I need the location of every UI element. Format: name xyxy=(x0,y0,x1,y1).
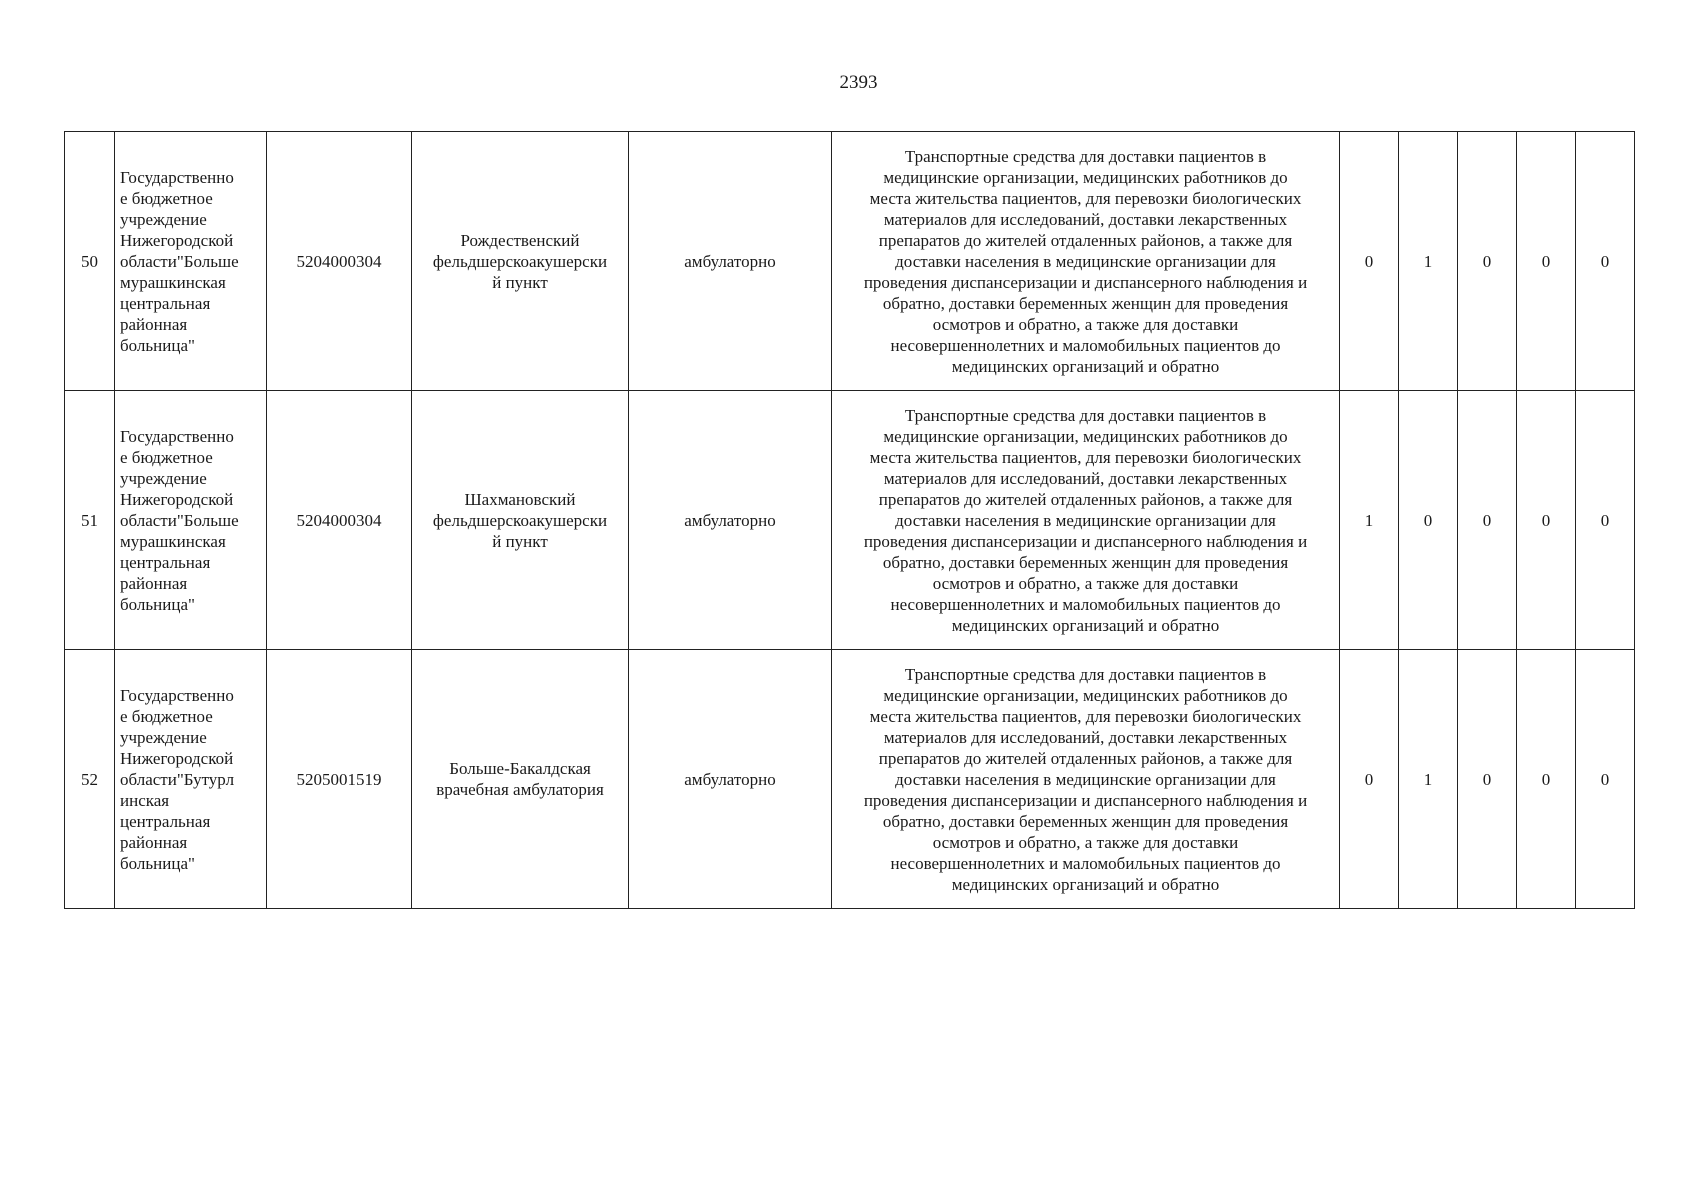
table-row xyxy=(65,132,1635,391)
organization-name: Государственно е бюджетное учреждение Нижегородской области"Больше мурашкинская центральная районная больница" xyxy=(120,167,239,355)
count-value: 0 xyxy=(1482,769,1492,789)
care-condition: амбулаторно xyxy=(684,251,776,271)
count-cell-2 xyxy=(1399,391,1458,650)
count-value: 0 xyxy=(1600,251,1610,271)
count-value: 0 xyxy=(1600,510,1610,530)
count-value: 0 xyxy=(1482,510,1492,530)
row-number: 51 xyxy=(81,510,98,530)
page-number: 2393 xyxy=(839,72,878,93)
count-value: 0 xyxy=(1364,769,1374,789)
inn-cell xyxy=(267,132,412,391)
count-cell-2 xyxy=(1399,132,1458,391)
count-value: 0 xyxy=(1541,510,1551,530)
unit-name: Шахмановский фельдшерскоакушерски й пункт xyxy=(432,489,608,551)
inn-cell xyxy=(267,391,412,650)
vehicle-description: Транспортные средства для доставки пациентов в медицинские организации, медицинских работников до места жительства пациентов, для перевозки биологических материалов для исследований, доставки лекарственных препаратов до жителей отдаленных районов, а также для доставки населения в медицинские организации для проведения диспансеризации и диспансерного наблюдения и обратно, доставки беременных женщин для проведения осмотров и обратно, а также для доставки несовершеннолетних и маломобильных пациентов до медицинских организаций и обратно xyxy=(863,146,1308,376)
organization-name: Государственно е бюджетное учреждение Нижегородской области"Больше мурашкинская центральная районная больница" xyxy=(120,426,239,614)
inn-value: 5204000304 xyxy=(296,510,382,530)
count-cell-4 xyxy=(1517,391,1576,650)
organization-cell xyxy=(115,132,267,391)
unit-cell xyxy=(412,650,629,909)
inn-value: 5205001519 xyxy=(296,769,382,789)
organization-cell xyxy=(115,650,267,909)
table-row xyxy=(65,391,1635,650)
unit-name: Больше-Бакалдская врачебная амбулатория xyxy=(436,759,604,799)
count-value: 0 xyxy=(1600,769,1610,789)
row-number: 50 xyxy=(81,251,98,271)
count-cell-5 xyxy=(1576,132,1635,391)
care-condition: амбулаторно xyxy=(684,769,776,789)
condition-cell xyxy=(629,650,832,909)
count-value: 0 xyxy=(1482,251,1492,271)
document-table xyxy=(64,131,1635,909)
organization-name: Государственно е бюджетное учреждение Нижегородской области"Бутурл инская центральная районная больница" xyxy=(120,685,235,873)
unit-name: Рождественский фельдшерскоакушерски й пункт xyxy=(432,230,608,292)
count-value: 0 xyxy=(1541,251,1551,271)
count-value: 0 xyxy=(1364,251,1374,271)
count-cell-4 xyxy=(1517,132,1576,391)
vehicle-description: Транспортные средства для доставки пациентов в медицинские организации, медицинских работников до места жительства пациентов, для перевозки биологических материалов для исследований, доставки лекарственных препаратов до жителей отдаленных районов, а также для доставки населения в медицинские организации для проведения диспансеризации и диспансерного наблюдения и обратно, доставки беременных женщин для проведения осмотров и обратно, а также для доставки несовершеннолетних и маломобильных пациентов до медицинских организаций и обратно xyxy=(863,664,1308,894)
vehicle-description: Транспортные средства для доставки пациентов в медицинские организации, медицинских работников до места жительства пациентов, для перевозки биологических материалов для исследований, доставки лекарственных препаратов до жителей отдаленных районов, а также для доставки населения в медицинские организации для проведения диспансеризации и диспансерного наблюдения и обратно, доставки беременных женщин для проведения осмотров и обратно, а также для доставки несовершеннолетних и маломобильных пациентов до медицинских организаций и обратно xyxy=(863,405,1308,635)
description-cell xyxy=(832,132,1340,391)
count-cell-1 xyxy=(1340,391,1399,650)
row-number: 52 xyxy=(81,769,98,789)
organization-cell xyxy=(115,391,267,650)
count-value: 1 xyxy=(1423,251,1433,271)
count-value: 1 xyxy=(1364,510,1374,530)
row-number-cell xyxy=(65,132,115,391)
condition-cell xyxy=(629,391,832,650)
unit-cell xyxy=(412,132,629,391)
count-cell-4 xyxy=(1517,650,1576,909)
unit-cell xyxy=(412,391,629,650)
care-condition: амбулаторно xyxy=(684,510,776,530)
count-cell-3 xyxy=(1458,132,1517,391)
inn-cell xyxy=(267,650,412,909)
count-cell-3 xyxy=(1458,391,1517,650)
inn-value: 5204000304 xyxy=(296,251,382,271)
count-cell-2 xyxy=(1399,650,1458,909)
row-number-cell xyxy=(65,391,115,650)
row-number-cell xyxy=(65,650,115,909)
count-value: 0 xyxy=(1423,510,1433,530)
count-value: 1 xyxy=(1423,769,1433,789)
count-cell-5 xyxy=(1576,650,1635,909)
description-cell xyxy=(832,391,1340,650)
condition-cell xyxy=(629,132,832,391)
table-row xyxy=(65,650,1635,909)
count-value: 0 xyxy=(1541,769,1551,789)
count-cell-3 xyxy=(1458,650,1517,909)
description-cell xyxy=(832,650,1340,909)
count-cell-1 xyxy=(1340,132,1399,391)
count-cell-1 xyxy=(1340,650,1399,909)
count-cell-5 xyxy=(1576,391,1635,650)
